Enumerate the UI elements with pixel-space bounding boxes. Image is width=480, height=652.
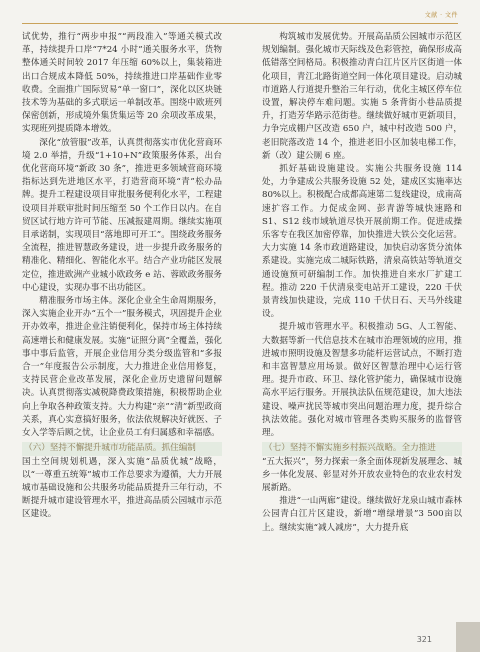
paragraph: 深化“放管服”改革，认真贯彻落实市优化营商环境 2.0 举措，升级“1+10+N”政策服务体系，出台优化营商环境“新政 30 条”，推进更多领域营商环境指标达到先进地区水平，打造营商环境“青”松办品牌。提升工程建设项目审批服务便利化水平，工程建设项目并联审批时间压缩至 50 个工作日以内。在自贸区试行地方许可节能、压减报建周期。继续实施项目承诺制，实现项目“落地即可开工”。围绕政务服务全流程，推进智慧政务建设，进一步提升政务服务的精准化、精细化、智能化水平。结合产业功能区发展定位，推进欧洲产业城小欧政务 e 站、蓉欧政务服务中心建设，实现办事不出功能区。 <box>22 137 222 293</box>
section-header-label: 文献 · 文件 <box>424 12 458 19</box>
paragraph: 抓好基础设施建设。实施公共服务设施 114 处，力争建成公共服务设施 52 处，建成区实施率达 80%以上。积极配合成都高速第二复线建设，成南高速扩容工作。力促成金网、彭青游等城快速路和 S1、S12 线市域轨道尽快开展前期工作。促进成操乐客专在我区加密停靠，加快推进大铁公交化运营。大力实施 14 条市政道路建设，加快启动客货分流体系建设。实施完成二城际铁路，清泉高铁站等轨道交通设施预可研编制工作。加快推进自来水厂扩建工程。推动 220 千伏清泉变电站开工建设，220 千伏景青线加快建设，完成 110 千伏日石、天马外线建设。 <box>262 164 462 320</box>
paragraph: 提升城市管理水平。积极推动 5G、人工智能、大数据等新一代信息技术在城市治理领域的应用，推进城市照明设施及智慧多功能杆运营试点，不断打造和丰富智慧应用场景。做好区智慧治理中心运行管理。提升市政、环卫、绿化管护能力，确保城市设施高水平运行服务。开展执法队伍规范建设，加大违法建设、噪声扰民等城市突出问题治理力度，提升综合执法效能。强化对城市管理各类购买服务的监督管理。 <box>262 322 462 439</box>
paragraph: 精准服务市场主体。深化企业全生命周期服务，深入实施企业开办“五个一”服务模式，巩固提升企业开办效率，推进企业注销便利化，保持市场主体持续高速增长和健康发展。实施“证照分离”全覆盖，强化事中事后监管，开展企业信用分类分级监管和“多报合一”年度报告公示制度，大力推进企业信用修复，支持民营企业改革发展，深化企业历史遗留问题解决。认真贯彻落实减税降费政策措施，积极帮助企业向上争取各种政策支持。大力构建“亲”“清”新型政商关系，真心实意搞好服务，依法依规解决好就医、子女入学等后顾之忧，让企业员工有归属感和幸福感。 <box>22 296 222 439</box>
paragraph: “五大振兴”，努力探索一条全面体现新发展理念、城乡一体化发展、彰显对外开放农业特色的农业农村发展新路。 <box>262 456 462 493</box>
paragraph: 推进“一山两廊”建设。继续做好龙泉山城市森林公园青白江片区建设，新增“增绿增景”3 500亩以上。继续实施“减人减房”，大力提升底 <box>262 496 462 533</box>
left-column <box>22 31 222 522</box>
paragraph: 国土空间规划机遇，深入实施“品质优城”战略，以“一尊重五统筹”城市工作总要求为遵循，大力开展城市基础设施和公共服务功能品质提升三年行动，不断提升城市建设管理水平，推进高品质公园城市示范区建设。 <box>22 456 222 520</box>
paragraph: 试优势，推行“两步申报”“两段准入”等通关模式改革，持续提升口岸“7*24 小时”通关服务水平，货物整体通关时间较 2017 年压缩 60%以上，集装箱进出口合规成本降低 50%，持续推进口岸基础作业零收费。全面推广国际贸易“单一窗口”，深化以区块链技术等为基础的多式联运一单制改革。围绕中欧班列保密创新，形成境外集货集运等 20 余项改革成果，实现班列提质降本增效。 <box>22 32 222 135</box>
section-subheading: （六）坚持不懈提升城市功能品质。抓住编制 <box>22 442 222 455</box>
page-number: 321 <box>416 635 432 644</box>
section-subheading: （七）坚持不懈实施乡村振兴战略。全力推进 <box>262 442 462 455</box>
corner-decoration <box>456 622 480 652</box>
right-column <box>262 31 462 535</box>
header-rule <box>22 23 458 24</box>
paragraph: 构筑城市发展优势。开展高品质公园城市示范区规划编制。强化城市天际线及色彩管控，确保形成高低错落空间格局。积极推动青白江片区片区街道一体化项目，青江北路街道空间一体化项目建设。启动城市道路人行道提升整治三年行动，优化主城区停车位设置，解决停车难问题。实施 5 条背街小巷品质提升，打造芳华路示范街巷。继续做好城市更新项目，力争完成棚户区改造 650 户，城中村改造 500 户，老旧院落改造 14 个，推进老旧小区加装电梯工作，新（改）建公厕 6 座。 <box>262 32 462 161</box>
